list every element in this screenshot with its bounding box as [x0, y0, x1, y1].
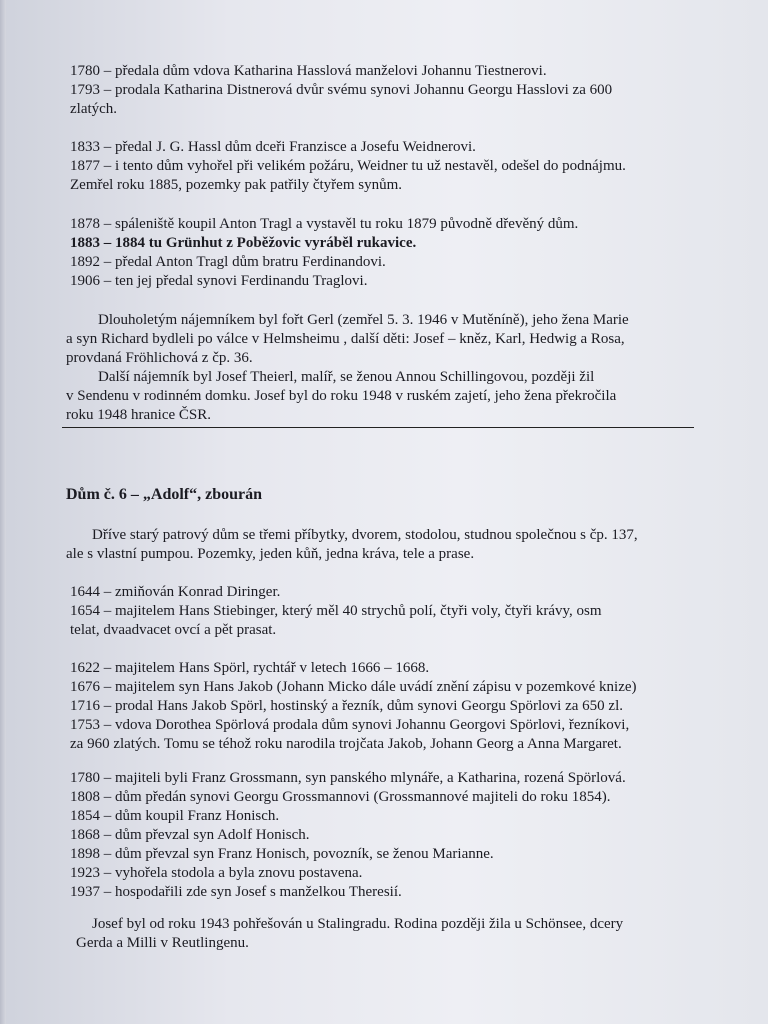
text-line: 1780 – majiteli byli Franz Grossmann, syn panského mlynáře, a Katharina, rozená Spörlová.	[70, 770, 626, 786]
text-line: 1923 – vyhořela stodola a byla znovu postavena.	[70, 865, 363, 881]
text-line-bold: 1883 – 1884 tu Grünhut z Poběžovic vyráběl rukavice.	[70, 235, 417, 251]
text-line: 1644 – zmiňován Konrad Diringer.	[70, 584, 281, 600]
text-line: 1878 – spáleniště koupil Anton Tragl a vystavěl tu roku 1879 původně dřevěný dům.	[70, 216, 579, 232]
text-line: 1892 – předal Anton Tragl dům bratru Ferdinandovi.	[70, 254, 386, 270]
paragraph-line: roku 1948 hranice ČSR.	[66, 407, 211, 423]
page-edge-shadow	[0, 0, 6, 1024]
text-line: 1808 – dům předán synovi Georgu Grossmannovi (Grossmannové majiteli do roku 1854).	[70, 789, 611, 805]
text-line: 1676 – majitelem syn Hans Jakob (Johann Micko dále uvádí znění zápisu v pozemkové knize)	[70, 679, 637, 695]
paragraph-line: a syn Richard bydleli po válce v Helmsheimu , další děti: Josef – kněz, Karl, Hedwig a Rosa,	[66, 331, 625, 347]
text-line: 1622 – majitelem Hans Spörl, rychtář v letech 1666 – 1668.	[70, 660, 430, 676]
section-divider	[62, 427, 694, 428]
text-line: 1868 – dům převzal syn Adolf Honisch.	[70, 827, 310, 843]
text-line: 1854 – dům koupil Franz Honisch.	[70, 808, 280, 824]
text-line: 1877 – i tento dům vyhořel při velikém požáru, Weidner tu už nestavěl, odešel do podnájmu.	[70, 158, 626, 174]
text-line: zlatých.	[70, 101, 118, 117]
text-line: 1654 – majitelem Hans Stiebinger, který měl 40 strychů polí, čtyři voly, čtyři krávy, osm	[70, 603, 602, 619]
text-line: 1753 – vdova Dorothea Spörlová prodala dům synovi Johannu Georgovi Spörlovi, řezníkovi,	[70, 717, 630, 733]
paragraph-line: v Sendenu v rodinném domku. Josef byl do roku 1948 v ruském zajetí, jeho žena překročila	[66, 388, 617, 404]
text-line: Zemřel roku 1885, pozemky pak patřily čtyřem synům.	[70, 177, 402, 193]
text-line: 1906 – ten jej předal synovi Ferdinandu Traglovi.	[70, 273, 368, 289]
paragraph-line: Gerda a Milli v Reutlingenu.	[76, 935, 249, 951]
paragraph-line: ale s vlastní pumpou. Pozemky, jeden kůň, jedna kráva, tele a prase.	[66, 546, 475, 562]
paragraph-line: Josef byl od roku 1943 pohřešován u Stalingradu. Rodina později žila u Schönsee, dcery	[92, 916, 624, 932]
section-heading: Dům č. 6 – „Adolf“, zbourán	[66, 486, 263, 503]
paragraph-line: provdaná Fröhlichová z čp. 36.	[66, 350, 253, 366]
paragraph-line: Dlouholetým nájemníkem byl fořt Gerl (zemřel 5. 3. 1946 v Mutěníně), jeho žena Marie	[98, 312, 629, 328]
text-line: 1898 – dům převzal syn Franz Honisch, povozník, se ženou Marianne.	[70, 846, 494, 862]
paragraph-line: Další nájemník byl Josef Theierl, malíř, se ženou Annou Schillingovou, později žil	[98, 369, 595, 385]
text-line: 1780 – předala dům vdova Katharina Hasslová manželovi Johannu Tiestnerovi.	[70, 63, 547, 79]
text-line: 1833 – předal J. G. Hassl dům dceři Franzisce a Josefu Weidnerovi.	[70, 139, 476, 155]
text-line: 1716 – prodal Hans Jakob Spörl, hostinský a řezník, dům synovi Georgu Spörlovi za 650 zl.	[70, 698, 623, 714]
text-line: 1937 – hospodařili zde syn Josef s manželkou Theresií.	[70, 884, 402, 900]
paragraph-line: Dříve starý patrový dům se třemi příbytky, dvorem, stodolou, studnou společnou s čp. 137,	[92, 527, 638, 543]
text-line: 1793 – prodala Katharina Distnerová dvůr svému synovi Johannu Georgu Hasslovi za 600	[70, 82, 613, 98]
text-line: telat, dvaadvacet ovcí a pět prasat.	[70, 622, 277, 638]
text-line: za 960 zlatých. Tomu se téhož roku narodila trojčata Jakob, Johann Georg a Anna Margaret.	[70, 736, 622, 752]
